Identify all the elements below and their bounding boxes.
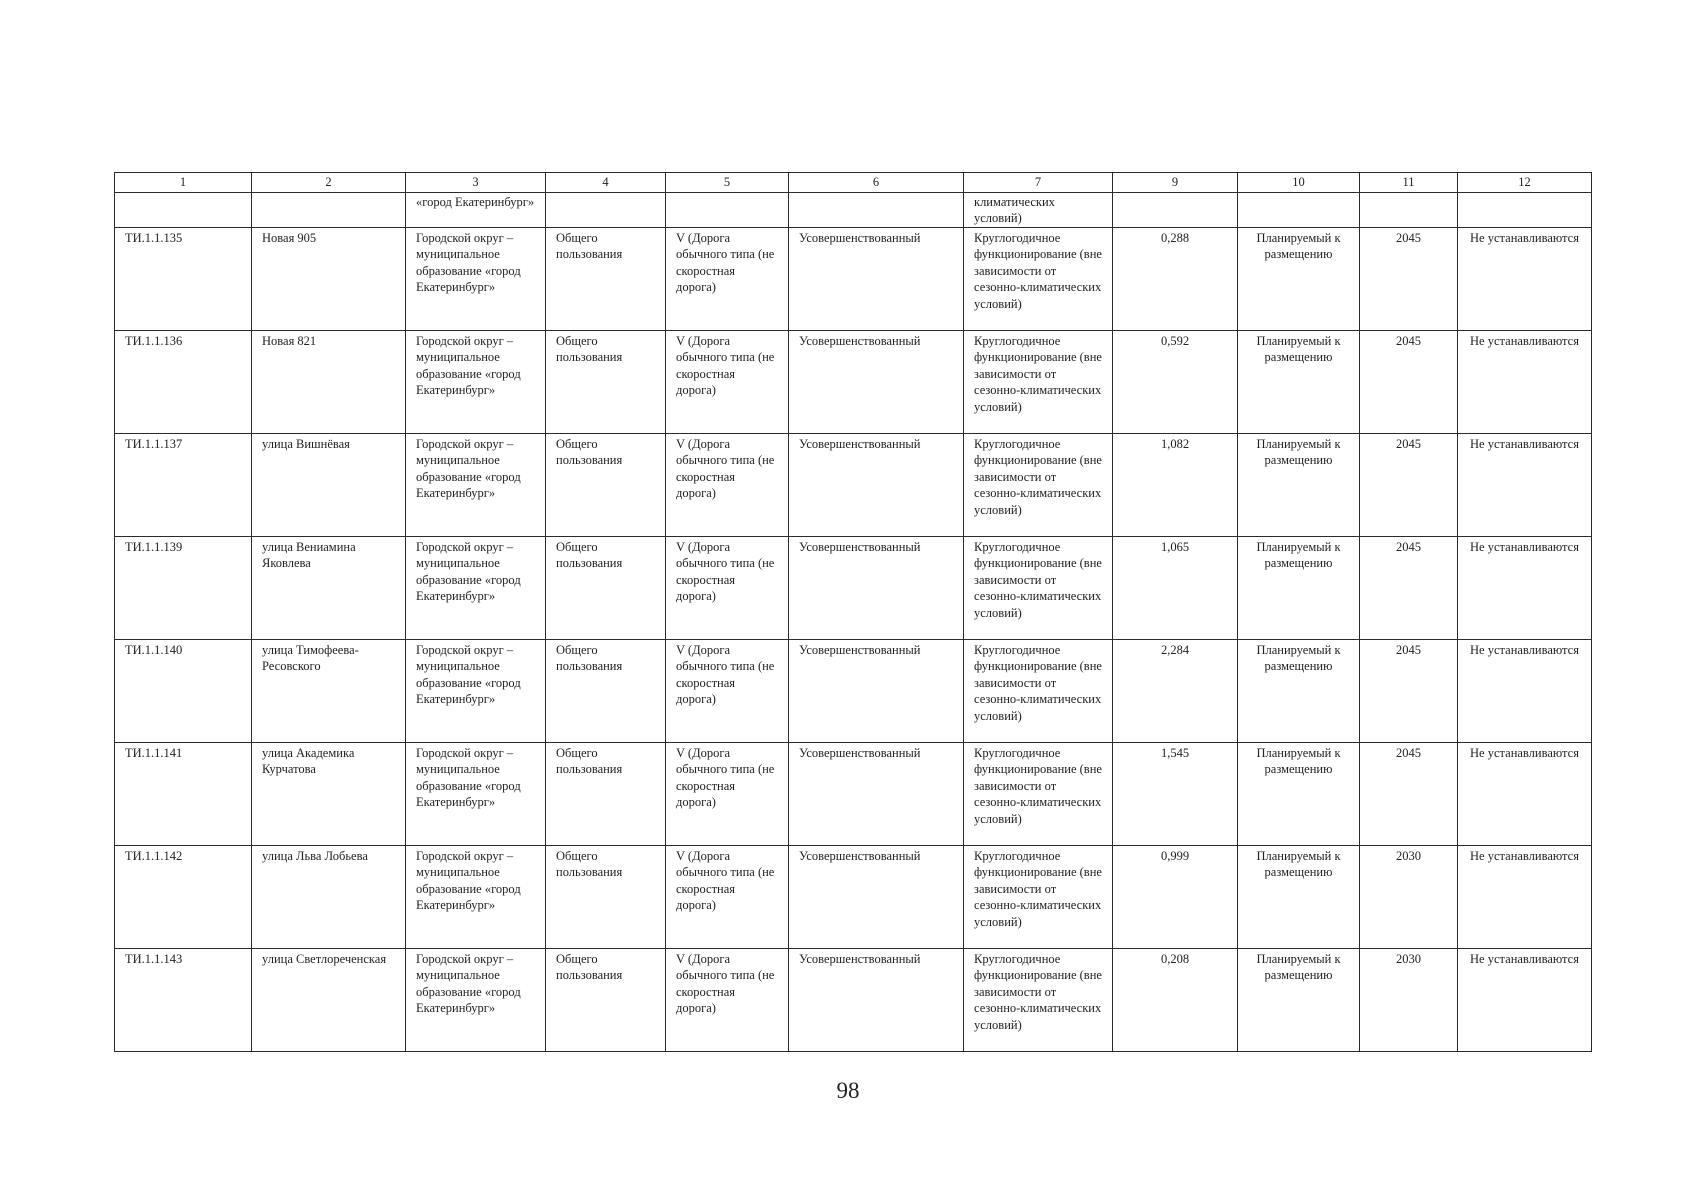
continuation-row: [115, 193, 1592, 228]
cell-normative: Не устанавливаются: [1458, 949, 1592, 1052]
cell-purpose: Общего пользования: [546, 846, 666, 949]
table-row: [115, 743, 1592, 846]
cell-normative: Не устанавливаются: [1458, 846, 1592, 949]
cell-year: 2045: [1360, 331, 1458, 434]
cell-length: 0,288: [1113, 228, 1238, 331]
table-cell: [115, 193, 252, 228]
cell-category: V (Дорога обычного типа (не скоростная дорога): [666, 434, 789, 537]
cell-normative: Не устанавливаются: [1458, 434, 1592, 537]
cell-id: ТИ.1.1.135: [115, 228, 252, 331]
cell-length: 0,999: [1113, 846, 1238, 949]
cell-status: Планируемый к размещению: [1238, 640, 1360, 743]
cell-municipality: Городской округ – муниципальное образование «город Екатеринбург»: [406, 846, 546, 949]
cell-name: Новая 821: [252, 331, 406, 434]
cell-year: 2045: [1360, 537, 1458, 640]
column-header: 7: [964, 173, 1113, 193]
cell-normative: Не устанавливаются: [1458, 537, 1592, 640]
column-header: 5: [666, 173, 789, 193]
cell-municipality: Городской округ – муниципальное образование «город Екатеринбург»: [406, 228, 546, 331]
cell-status: Планируемый к размещению: [1238, 434, 1360, 537]
cell-purpose: Общего пользования: [546, 434, 666, 537]
cell-status: Планируемый к размещению: [1238, 846, 1360, 949]
table-cell: [1360, 193, 1458, 228]
table-cell: «город Екатеринбург»: [406, 193, 546, 228]
column-header: 3: [406, 173, 546, 193]
cell-status: Планируемый к размещению: [1238, 331, 1360, 434]
cell-municipality: Городской округ – муниципальное образование «город Екатеринбург»: [406, 331, 546, 434]
cell-year: 2030: [1360, 949, 1458, 1052]
column-header: 1: [115, 173, 252, 193]
column-header: 9: [1113, 173, 1238, 193]
header-row: [115, 173, 1592, 193]
table-cell: [1458, 193, 1592, 228]
cell-normative: Не устанавливаются: [1458, 228, 1592, 331]
cell-name: улица Тимофеева-Ресовского: [252, 640, 406, 743]
cell-id: ТИ.1.1.141: [115, 743, 252, 846]
table-cell: [252, 193, 406, 228]
cell-surface: Усовершенствованный: [789, 949, 964, 1052]
column-header: 2: [252, 173, 406, 193]
cell-surface: Усовершенствованный: [789, 640, 964, 743]
cell-purpose: Общего пользования: [546, 537, 666, 640]
table-cell: [1113, 193, 1238, 228]
cell-year: 2045: [1360, 640, 1458, 743]
table-cell: климатических условий): [964, 193, 1113, 228]
table-row: [115, 640, 1592, 743]
table-row: [115, 434, 1592, 537]
table-row: [115, 228, 1592, 331]
cell-operation: Круглогодичное функционирование (вне зависимости от сезонно-климатических условий): [964, 228, 1113, 331]
column-header: 6: [789, 173, 964, 193]
table-row: [115, 331, 1592, 434]
cell-municipality: Городской округ – муниципальное образование «город Екатеринбург»: [406, 537, 546, 640]
cell-length: 0,592: [1113, 331, 1238, 434]
cell-year: 2045: [1360, 743, 1458, 846]
cell-status: Планируемый к размещению: [1238, 228, 1360, 331]
cell-purpose: Общего пользования: [546, 640, 666, 743]
page-number: 98: [836, 1078, 860, 1103]
cell-id: ТИ.1.1.143: [115, 949, 252, 1052]
cell-name: улица Светлореченская: [252, 949, 406, 1052]
cell-status: Планируемый к размещению: [1238, 743, 1360, 846]
column-header: 4: [546, 173, 666, 193]
table-cell: [1238, 193, 1360, 228]
cell-operation: Круглогодичное функционирование (вне зависимости от сезонно-климатических условий): [964, 743, 1113, 846]
cell-operation: Круглогодичное функционирование (вне зависимости от сезонно-климатических условий): [964, 640, 1113, 743]
cell-id: ТИ.1.1.142: [115, 846, 252, 949]
cell-municipality: Городской округ – муниципальное образование «город Екатеринбург»: [406, 434, 546, 537]
cell-year: 2030: [1360, 846, 1458, 949]
cell-surface: Усовершенствованный: [789, 743, 964, 846]
cell-name: улица Вишнёвая: [252, 434, 406, 537]
cell-category: V (Дорога обычного типа (не скоростная дорога): [666, 743, 789, 846]
cell-purpose: Общего пользования: [546, 949, 666, 1052]
table-row: [115, 949, 1592, 1052]
cell-normative: Не устанавливаются: [1458, 640, 1592, 743]
cell-normative: Не устанавливаются: [1458, 743, 1592, 846]
cell-name: Новая 905: [252, 228, 406, 331]
cell-municipality: Городской округ – муниципальное образование «город Екатеринбург»: [406, 640, 546, 743]
cell-normative: Не устанавливаются: [1458, 331, 1592, 434]
column-header: 10: [1238, 173, 1360, 193]
table-row: [115, 537, 1592, 640]
cell-surface: Усовершенствованный: [789, 434, 964, 537]
cell-category: V (Дорога обычного типа (не скоростная дорога): [666, 537, 789, 640]
cell-category: V (Дорога обычного типа (не скоростная дорога): [666, 228, 789, 331]
cell-operation: Круглогодичное функционирование (вне зависимости от сезонно-климатических условий): [964, 949, 1113, 1052]
cell-surface: Усовершенствованный: [789, 228, 964, 331]
table-cell: [546, 193, 666, 228]
cell-length: 2,284: [1113, 640, 1238, 743]
cell-municipality: Городской округ – муниципальное образование «город Екатеринбург»: [406, 949, 546, 1052]
cell-category: V (Дорога обычного типа (не скоростная дорога): [666, 846, 789, 949]
cell-id: ТИ.1.1.140: [115, 640, 252, 743]
cell-length: 1,065: [1113, 537, 1238, 640]
cell-purpose: Общего пользования: [546, 743, 666, 846]
cell-operation: Круглогодичное функционирование (вне зависимости от сезонно-климатических условий): [964, 846, 1113, 949]
cell-operation: Круглогодичное функционирование (вне зависимости от сезонно-климатических условий): [964, 537, 1113, 640]
cell-operation: Круглогодичное функционирование (вне зависимости от сезонно-климатических условий): [964, 434, 1113, 537]
cell-name: улица Льва Лобьева: [252, 846, 406, 949]
cell-length: 1,082: [1113, 434, 1238, 537]
road-objects-table: [114, 172, 1592, 1052]
cell-name: улица Академика Курчатова: [252, 743, 406, 846]
table-cell: [789, 193, 964, 228]
cell-id: ТИ.1.1.139: [115, 537, 252, 640]
cell-status: Планируемый к размещению: [1238, 537, 1360, 640]
table-cell: [666, 193, 789, 228]
cell-surface: Усовершенствованный: [789, 846, 964, 949]
cell-length: 1,545: [1113, 743, 1238, 846]
cell-length: 0,208: [1113, 949, 1238, 1052]
cell-category: V (Дорога обычного типа (не скоростная дорога): [666, 949, 789, 1052]
cell-year: 2045: [1360, 228, 1458, 331]
column-header: 12: [1458, 173, 1592, 193]
cell-id: ТИ.1.1.137: [115, 434, 252, 537]
cell-category: V (Дорога обычного типа (не скоростная дорога): [666, 640, 789, 743]
column-header: 11: [1360, 173, 1458, 193]
cell-surface: Усовершенствованный: [789, 537, 964, 640]
table-row: [115, 846, 1592, 949]
cell-category: V (Дорога обычного типа (не скоростная дорога): [666, 331, 789, 434]
cell-purpose: Общего пользования: [546, 228, 666, 331]
cell-purpose: Общего пользования: [546, 331, 666, 434]
cell-name: улица Вениамина Яковлева: [252, 537, 406, 640]
cell-status: Планируемый к размещению: [1238, 949, 1360, 1052]
cell-year: 2045: [1360, 434, 1458, 537]
cell-id: ТИ.1.1.136: [115, 331, 252, 434]
cell-surface: Усовершенствованный: [789, 331, 964, 434]
cell-municipality: Городской округ – муниципальное образование «город Екатеринбург»: [406, 743, 546, 846]
cell-operation: Круглогодичное функционирование (вне зависимости от сезонно-климатических условий): [964, 331, 1113, 434]
